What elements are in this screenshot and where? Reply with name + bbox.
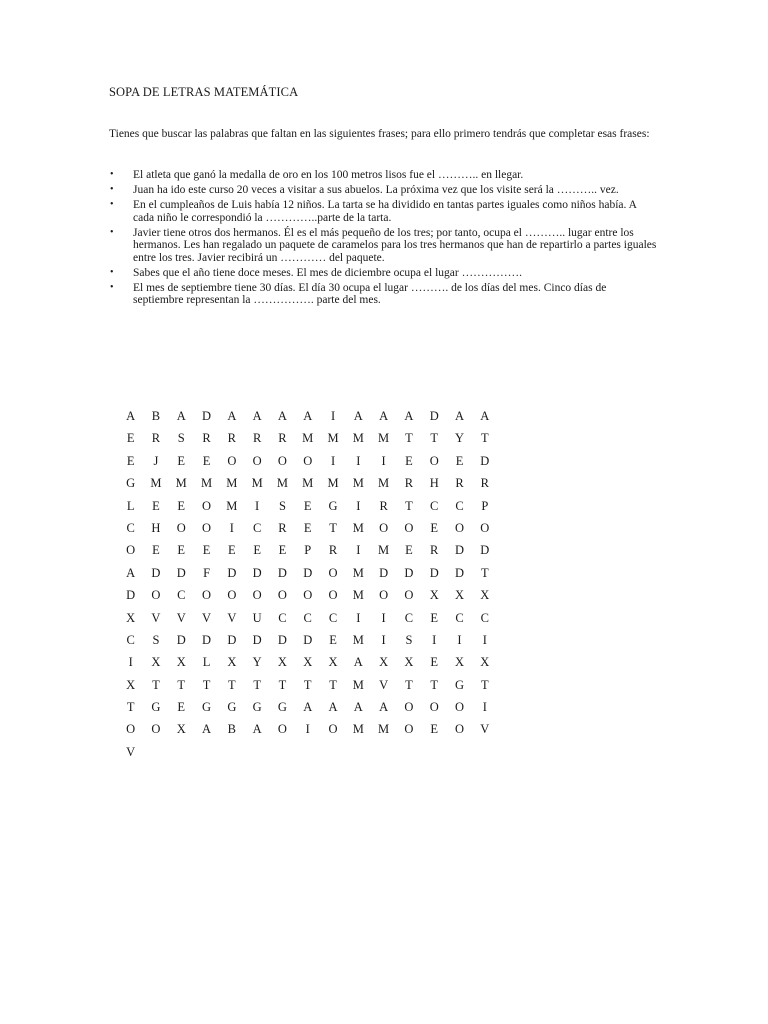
grid-letter: X — [454, 655, 465, 670]
grid-letter: E — [430, 655, 439, 670]
grid-letter: O — [404, 588, 414, 603]
grid-letter: R — [252, 431, 262, 446]
grid-letter: D — [252, 632, 262, 647]
grid-letter: D — [277, 632, 287, 647]
grid-letter: E — [126, 431, 135, 446]
grid-letter: O — [404, 520, 414, 535]
grid-letter: A — [252, 409, 262, 423]
grid-letter: M — [327, 476, 339, 491]
grid-letter: F — [203, 565, 211, 580]
grid-letter: R — [455, 476, 464, 491]
grid-letter: D — [454, 543, 465, 558]
grid-letter: O — [303, 453, 313, 468]
grid-letter: C — [430, 498, 439, 513]
grid-letter: O — [404, 700, 414, 715]
grid-letter: O — [227, 588, 237, 603]
grid-letter: G — [202, 700, 212, 715]
grid-letter: M — [352, 632, 364, 647]
grid-letter: I — [381, 632, 386, 647]
grid-letter: I — [229, 520, 234, 535]
grid-letter: L — [126, 498, 135, 513]
grid-letter: D — [454, 565, 465, 580]
grid-letter: O — [454, 722, 465, 737]
question-text: Juan ha ido este curso 20 veces a visitar a sus abuelos. La próxima vez que los visite será la ……….. vez. — [133, 184, 619, 196]
grid-letter: O — [429, 453, 439, 468]
grid-letter: I — [255, 498, 260, 513]
grid-letter: O — [277, 588, 287, 603]
grid-letter: D — [303, 565, 313, 580]
question-text: El mes de septiembre tiene 30 días. El día 30 ocupa el lugar ………. de los días del mes. Cinco días de septiembre representan la ……………. parte del mes. — [133, 281, 607, 306]
grid-letter: E — [405, 453, 413, 468]
grid-letter: C — [480, 610, 489, 625]
grid-letter: V — [151, 610, 161, 625]
grid-letter: A — [353, 655, 363, 670]
question-text: El atleta que ganó la medalla de oro en los 100 metros lisos fue el ……….. en llegar. — [133, 169, 524, 181]
grid-letter: S — [405, 632, 413, 647]
grid-letter: X — [126, 610, 136, 625]
grid-letter: M — [352, 520, 364, 535]
grid-letter: O — [252, 588, 262, 603]
page-title: SOPA DE LETRAS MATEMÁTICA — [109, 85, 299, 99]
grid-letter: A — [252, 722, 262, 737]
grid-letter: O — [328, 565, 338, 580]
grid-letter: M — [175, 476, 187, 491]
grid-letter: C — [455, 498, 464, 513]
grid-letter: H — [151, 520, 161, 535]
grid-letter: C — [252, 520, 262, 535]
grid-letter: M — [352, 476, 364, 491]
grid-letter: E — [152, 543, 160, 558]
grid-letter: A — [480, 409, 490, 423]
grid-letter: T — [430, 677, 439, 692]
grid-letter: A — [277, 409, 287, 423]
grid-letter: I — [330, 409, 336, 423]
grid-letter: A — [353, 700, 363, 715]
grid-letter: A — [303, 409, 313, 423]
grid-letter: O — [151, 588, 161, 603]
grid-letter: D — [404, 565, 414, 580]
grid-letter: O — [126, 543, 136, 558]
grid-letter: A — [126, 409, 136, 423]
grid-letter: O — [480, 520, 490, 535]
grid-letter: T — [329, 520, 337, 535]
question-text: Sabes que el año tiene doce meses. El mes de diciembre ocupa el lugar ……………. — [133, 266, 522, 279]
grid-letter: D — [227, 632, 237, 647]
grid-letter: X — [404, 655, 414, 670]
question-item — [109, 169, 657, 182]
grid-letter: L — [202, 655, 211, 670]
grid-letter: G — [151, 700, 161, 715]
grid-letter: A — [353, 409, 363, 423]
grid-letter: O — [277, 722, 287, 737]
grid-letter: G — [252, 700, 262, 715]
grid-letter: T — [430, 431, 439, 446]
question-item — [109, 184, 657, 197]
grid-letter: T — [278, 677, 287, 692]
grid-letter: E — [228, 543, 236, 558]
grid-letter: E — [253, 543, 261, 558]
grid-letter: T — [228, 677, 236, 692]
grid-letter: C — [177, 588, 186, 603]
grid-letter: M — [352, 431, 364, 446]
grid-letter: X — [379, 655, 389, 670]
grid-letter: T — [405, 498, 413, 513]
grid-letter: U — [252, 610, 262, 625]
grid-letter: G — [277, 700, 287, 715]
grid-letter: I — [381, 453, 386, 468]
grid-letter: A — [404, 409, 414, 423]
grid-letter: I — [356, 610, 361, 625]
grid-letter: G — [328, 498, 338, 513]
grid-letter: X — [303, 655, 313, 670]
grid-letter: O — [379, 588, 389, 603]
grid-letter: T — [303, 677, 312, 692]
grid-letter: E — [430, 722, 439, 737]
grid-letter: M — [352, 565, 364, 580]
bullet-icon: • — [110, 266, 114, 278]
grid-letter: R — [278, 520, 287, 535]
grid-letter: P — [481, 498, 489, 513]
grid-letter: A — [176, 409, 186, 423]
grid-letter: E — [177, 453, 186, 468]
grid-letter: D — [480, 453, 490, 468]
grid-letter: G — [126, 476, 136, 491]
grid-letter: E — [126, 453, 135, 468]
grid-letter: I — [482, 632, 487, 647]
grid-letter: G — [454, 677, 465, 692]
grid-letter: S — [177, 431, 185, 446]
grid-letter: P — [304, 543, 312, 558]
grid-letter: C — [126, 632, 135, 647]
grid-letter: E — [202, 453, 211, 468]
grid-letter: S — [278, 498, 286, 513]
grid-letter: M — [226, 498, 238, 513]
grid-letter: E — [405, 543, 413, 558]
grid-letter: X — [176, 655, 186, 670]
grid-letter: M — [302, 476, 314, 491]
grid-letter: O — [379, 520, 389, 535]
grid-letter: T — [405, 677, 413, 692]
grid-letter: T — [253, 677, 261, 692]
grid-letter: O — [277, 453, 287, 468]
grid-letter: E — [430, 610, 439, 625]
intro-paragraph: Tienes que buscar las palabras que faltan en las siguientes frases; para ello primero tendrás que completar esas frases: — [109, 128, 650, 140]
grid-letter: C — [404, 610, 414, 625]
grid-letter: O — [328, 722, 338, 737]
question-item — [109, 227, 657, 265]
grid-letter: A — [379, 700, 389, 715]
grid-letter: Y — [454, 431, 465, 446]
grid-letter: O — [176, 520, 186, 535]
grid-letter: A — [379, 409, 389, 423]
grid-letter: C — [303, 610, 312, 625]
grid-letter: M — [251, 476, 263, 491]
grid-letter: O — [429, 700, 439, 715]
bullet-icon: • — [110, 199, 114, 210]
grid-letter: M — [327, 431, 339, 446]
bullet-icon: • — [110, 184, 114, 195]
grid-letter: R — [227, 431, 236, 446]
grid-letter: T — [480, 565, 489, 580]
grid-letter: M — [352, 677, 364, 692]
grid-letter: D — [151, 565, 161, 580]
grid-letter: X — [429, 588, 439, 603]
question-item — [109, 282, 657, 307]
bullet-icon: • — [110, 169, 114, 180]
grid-letter: X — [454, 588, 465, 603]
grid-letter: I — [356, 543, 361, 558]
grid-letter: M — [352, 588, 364, 603]
grid-letter: O — [303, 588, 313, 603]
grid-letter: A — [454, 409, 465, 423]
grid-letter: D — [176, 632, 186, 647]
grid-letter: M — [378, 722, 390, 737]
grid-letter: I — [432, 632, 437, 647]
grid-letter: A — [126, 565, 136, 580]
grid-letter: D — [252, 565, 262, 580]
grid-letter: D — [202, 409, 212, 423]
grid-letter: O — [227, 453, 237, 468]
grid-letter: M — [200, 476, 213, 491]
grid-letter: M — [378, 476, 390, 491]
grid-letter: O — [126, 722, 136, 737]
grid-letter: C — [278, 610, 287, 625]
grid-letter: E — [303, 498, 312, 513]
grid-letter: D — [303, 632, 313, 647]
word-search-grid — [118, 407, 497, 765]
grid-letter: M — [150, 476, 162, 491]
grid-letter: R — [480, 476, 489, 491]
grid-letter: E — [455, 453, 464, 468]
grid-letter: X — [480, 588, 490, 603]
grid-letter: E — [177, 700, 186, 715]
grid-letter: M — [302, 431, 314, 446]
grid-letter: D — [480, 543, 490, 558]
grid-letter: V — [379, 677, 389, 692]
grid-letter: O — [202, 498, 212, 513]
grid-letter: D — [202, 632, 212, 647]
question-text: En el cumpleaños de Luis había 12 niños. La tarta se ha dividido en tantas partes iguales como niños había. A cada niño le correspondió la …………..parte de la tarta. — [133, 199, 637, 224]
grid-letter: I — [381, 610, 386, 625]
grid-letter: O — [151, 722, 161, 737]
grid-letter: X — [227, 655, 237, 670]
bullet-icon: • — [110, 281, 114, 293]
grid-letter: D — [429, 409, 439, 423]
grid-letter: R — [328, 543, 338, 558]
grid-letter: T — [329, 677, 337, 692]
grid-letter: O — [454, 700, 465, 715]
grid-letter: R — [430, 543, 439, 558]
grid-letter: E — [202, 543, 211, 558]
grid-letter: V — [227, 610, 237, 625]
grid-letter: E — [152, 498, 160, 513]
grid-letter: H — [429, 476, 439, 491]
grid-letter: T — [126, 700, 135, 715]
grid-letter: I — [356, 498, 361, 513]
grid-letter: I — [305, 722, 310, 737]
grid-letter: R — [278, 431, 287, 446]
grid-letter: X — [328, 655, 338, 670]
grid-letter: S — [152, 632, 160, 647]
grid-letter: C — [126, 520, 135, 535]
grid-letter: T — [177, 677, 186, 692]
grid-letter: B — [227, 722, 236, 737]
grid-letter: R — [404, 476, 414, 491]
grid-letter: R — [202, 431, 211, 446]
grid-letter: T — [152, 677, 160, 692]
grid-letter: E — [278, 543, 287, 558]
grid-letter: D — [126, 588, 136, 603]
bullet-icon: • — [110, 226, 114, 238]
grid-letter: M — [378, 543, 390, 558]
grid-letter: M — [352, 722, 364, 737]
grid-letter: O — [328, 588, 338, 603]
question-text: Javier tiene otros dos hermanos. Él es el más pequeño de los tres; por tanto, ocupa el ……….. lugar entre los hermanos. Les han regalado un paquete de caramelos para los tres hermanos que han de repartirlo a partes iguales entre los tres. Javier recibirá un ………… del paquete. — [133, 226, 657, 264]
grid-letter: A — [227, 409, 237, 423]
grid-letter: I — [330, 453, 336, 468]
grid-letter: A — [303, 700, 313, 715]
grid-letter: T — [480, 431, 489, 446]
grid-letter: C — [328, 610, 338, 625]
grid-letter: I — [482, 700, 487, 715]
grid-letter: V — [480, 722, 490, 737]
grid-letter: X — [151, 655, 161, 670]
grid-letter: E — [329, 632, 337, 647]
grid-letter: M — [276, 476, 288, 491]
grid-letter: V — [126, 744, 136, 759]
grid-letter: O — [404, 722, 414, 737]
grid-letter: R — [151, 431, 161, 446]
grid-letter: E — [430, 520, 439, 535]
grid-letter: A — [202, 722, 212, 737]
grid-letter: T — [405, 431, 413, 446]
grid-letter: D — [429, 565, 439, 580]
grid-letter: V — [202, 610, 212, 625]
grid-letter: T — [480, 677, 489, 692]
grid-letter: X — [176, 722, 186, 737]
grid-letter: T — [202, 677, 211, 692]
grid-letter: D — [176, 565, 186, 580]
grid-letter: M — [226, 476, 238, 491]
grid-letter: V — [176, 610, 186, 625]
grid-letter: B — [151, 409, 161, 423]
grid-letter: C — [455, 610, 464, 625]
grid-letter: O — [202, 520, 212, 535]
grid-letter: Y — [252, 655, 262, 670]
grid-letter: I — [128, 655, 133, 670]
grid-letter: X — [126, 677, 136, 692]
grid-letter: O — [202, 588, 212, 603]
grid-letter: D — [379, 565, 389, 580]
grid-letter: O — [252, 453, 262, 468]
grid-letter: E — [303, 520, 312, 535]
grid-letter: R — [379, 498, 388, 513]
grid-letter: I — [356, 453, 361, 468]
grid-letter: G — [227, 700, 237, 715]
grid-letter: I — [457, 632, 462, 647]
grid-letter: E — [177, 543, 186, 558]
question-item — [109, 199, 657, 224]
question-list — [109, 169, 657, 309]
grid-letter: M — [378, 431, 390, 446]
grid-letter: J — [153, 453, 159, 468]
grid-letter: X — [480, 655, 490, 670]
grid-letter: D — [277, 565, 287, 580]
grid-letter: E — [177, 498, 186, 513]
grid-letter: O — [454, 520, 465, 535]
grid-letter: X — [277, 655, 287, 670]
grid-letter: D — [227, 565, 237, 580]
question-item — [109, 267, 657, 280]
grid-letter: A — [328, 700, 338, 715]
